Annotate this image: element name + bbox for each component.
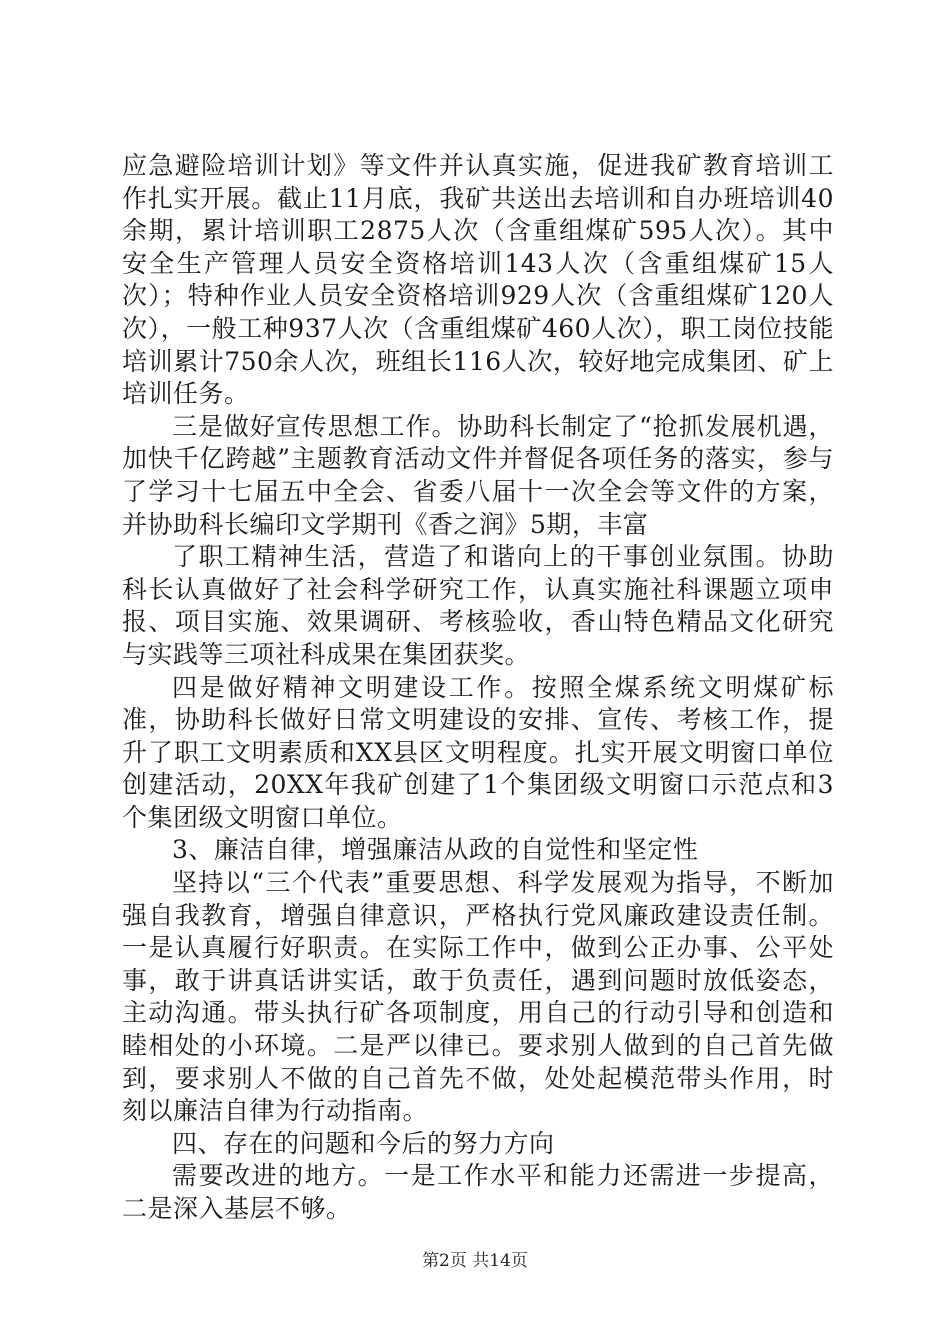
document-body: [122, 150, 834, 1226]
paragraph-2: 三是做好宣传思想工作。协助科长制定了“抢抓发展机遇，加快千亿跨越”主题教育活动文件并督促各项任务的落实，参与了学习十七届五中全会、省委八届十一次全会等文件的方案，并协助科长编印文学期刊《香之润》5期，丰富: [122, 411, 834, 539]
paragraph-4: 四是做好精神文明建设工作。按照全煤系统文明煤矿标准，协助科长做好日常文明建设的安排、宣传、考核工作，提升了职工文明素质和XX县区文明程度。扎实开展文明窗口单位创建活动，20XX年我矿创建了1个集团级文明窗口示范点和3个集团级文明窗口单位。: [122, 672, 834, 832]
paragraph-1: 应急避险培训计划》等文件并认真实施，促进我矿教育培训工作扎实开展。截止11月底，我矿共送出去培训和自办班培训40余期，累计培训职工2875人次（含重组煤矿595人次）。其中安全生产管理人员安全资格培训143人次（含重组煤矿15人次）；特种作业人员安全资格培训929人次（含重组煤矿120人次），一般工种937人次（含重组煤矿460人次），职工岗位技能培训累计750余人次，班组长116人次，较好地完成集团、矿上培训任务。: [122, 151, 834, 409]
page-number-footer: 第2页 共14页: [422, 1251, 528, 1271]
paragraph-8: 需要改进的地方。一是工作水平和能力还需进一步提高，二是深入基层不够。: [122, 1161, 834, 1223]
paragraph-3: 了职工精神生活，营造了和谐向上的干事创业氛围。协助科长认真做好了社会科学研究工作，认真实施社科课题立项申报、项目实施、效果调研、考核验收，香山特色精品文化研究与实践等三项社科成果在集团获奖。: [122, 542, 834, 669]
section-heading-problems: 四、存在的问题和今后的努力方向: [172, 1128, 555, 1158]
section-heading-integrity: 3、廉洁自律，增强廉洁从政的自觉性和坚定性: [172, 835, 699, 865]
paragraph-6: 坚持以“三个代表”重要思想、科学发展观为指导，不断加强自我教育，增强自律意识，严格执行党风廉政建设责任制。一是认真履行好职责。在实际工作中，做到公正办事、公平处事，敢于讲真话讲实话，敢于负责任，遇到问题时放低姿态，主动沟通。带头执行矿各项制度，用自己的行动引导和创造和睦相处的小环境。二是严以律已。要求别人做到的自己首先做到，要求别人不做的自己首先不做，处处起模范带头作用，时刻以廉洁自律为行动指南。: [122, 868, 834, 1126]
